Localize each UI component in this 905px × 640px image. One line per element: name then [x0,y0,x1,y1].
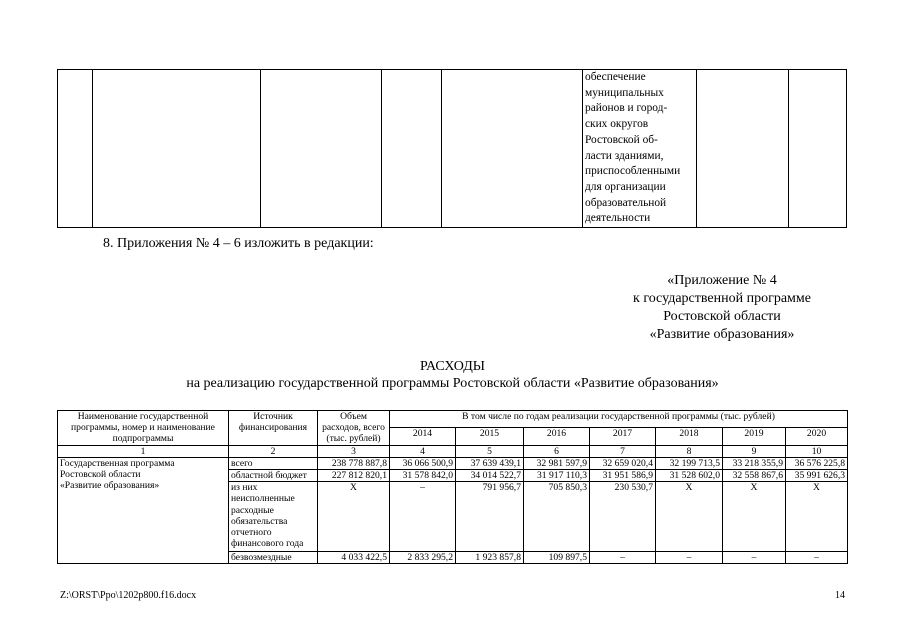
value-cell: 705 850,3 [524,482,590,552]
header-year: 2015 [456,428,524,445]
header-year: 2014 [390,428,456,445]
value-cell: 31 578 842,0 [390,470,456,482]
value-cell: – [786,552,848,564]
value-cell: 32 558 867,6 [723,470,786,482]
value-cell: 32 981 597,9 [524,457,590,469]
appendix-header: «Приложение № 4 к государственной программе Ростовской области «Развитие образования» [633,273,811,342]
value-cell: Х [318,482,390,552]
header-year: 2018 [656,428,723,445]
header-year: 2019 [723,428,786,445]
header-year: 2020 [786,428,848,445]
column-number: 2 [229,445,318,457]
program-name: Государственная программа Ростовской области «Развитие образования» [58,457,229,564]
header-year: 2017 [590,428,656,445]
value-cell: 35 991 626,3 [786,470,848,482]
value-cell: 109 897,5 [524,552,590,564]
column-number: 10 [786,445,848,457]
source-cell: из них неисполненные расходные обязательства отчетного финансового года [229,482,318,552]
expenses-table [57,410,848,564]
continuation-cell-text: обеспечение муниципальных районов и город- ских округов Ростовской об- ласти зданиями, приспособленными для организации образовательной деятельности [585,71,681,225]
value-cell: Х [786,482,848,552]
header-name: Наименование государственной программы, номер и наименование подпрограммы [58,411,229,446]
value-cell: 31 917 110,3 [524,470,590,482]
column-number: 9 [723,445,786,457]
column-number: 4 [390,445,456,457]
header-volume: Объем расходов, всего (тыс. рублей) [318,411,390,446]
value-cell: 2 833 295,2 [390,552,456,564]
header-source: Источник финансирования [229,411,318,446]
value-cell: 33 218 355,9 [723,457,786,469]
column-number: 7 [590,445,656,457]
source-cell: безвозмездные [229,552,318,564]
table-row [58,457,848,469]
footer-page-number: 14 [835,590,845,601]
value-cell: Х [723,482,786,552]
value-cell: – [390,482,456,552]
value-cell: 230 530,7 [590,482,656,552]
header-by-years: В том числе по годам реализации государственной программы (тыс. рублей) [390,411,848,428]
value-cell: 34 014 522,7 [456,470,524,482]
value-cell: 32 659 020,4 [590,457,656,469]
continuation-table [57,69,847,228]
value-cell: 238 778 887,8 [318,457,390,469]
column-number: 1 [58,445,229,457]
value-cell: 31 951 586,9 [590,470,656,482]
value-cell: – [723,552,786,564]
source-cell: всего [229,457,318,469]
value-cell: 4 033 422,5 [318,552,390,564]
column-number: 8 [656,445,723,457]
value-cell: – [590,552,656,564]
column-number: 3 [318,445,390,457]
continuation-cell [583,70,697,228]
value-cell: 31 528 602,0 [656,470,723,482]
value-cell: – [656,552,723,564]
value-cell: 32 199 713,5 [656,457,723,469]
value-cell: 791 956,7 [456,482,524,552]
value-cell: 36 066 500,9 [390,457,456,469]
value-cell: Х [656,482,723,552]
document-title: РАСХОДЫ [420,359,485,374]
value-cell: 227 812 820,1 [318,470,390,482]
value-cell: 36 576 225,8 [786,457,848,469]
column-number: 5 [456,445,524,457]
paragraph-8: 8. Приложения № 4 – 6 изложить в редакции: [103,236,374,251]
source-cell: областной бюджет [229,470,318,482]
header-year: 2016 [524,428,590,445]
value-cell: 37 639 439,1 [456,457,524,469]
footer-file-path: Z:\ORST\Ppo\1202p800.f16.docx [60,590,197,601]
column-number: 6 [524,445,590,457]
document-subtitle: на реализацию государственной программы Ростовской области «Развитие образования» [186,376,719,391]
value-cell: 1 923 857,8 [456,552,524,564]
